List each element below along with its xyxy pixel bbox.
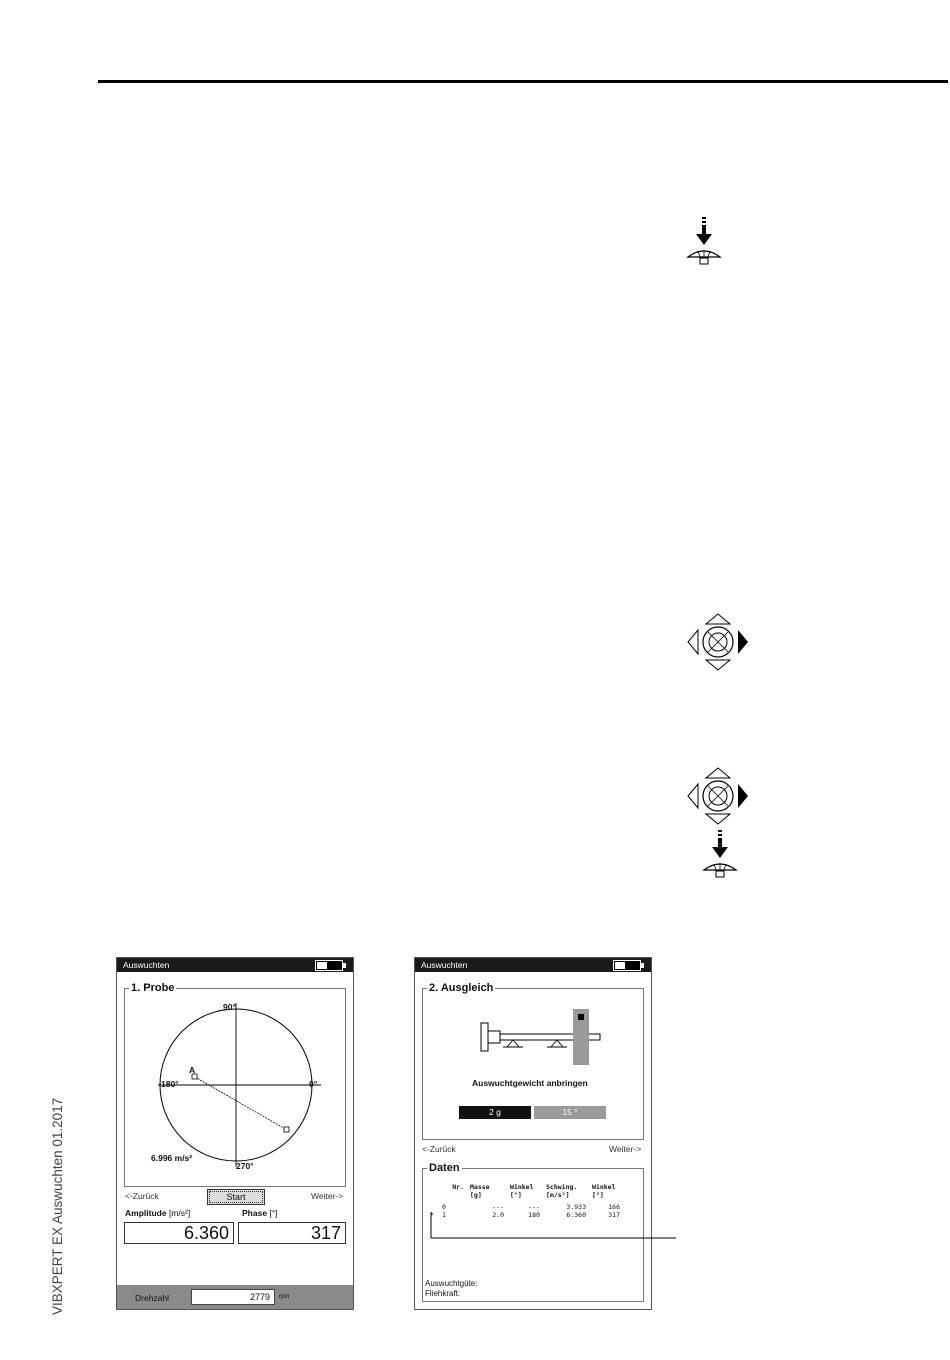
polar-label-270: 270° bbox=[236, 1161, 254, 1171]
start-button[interactable]: Start bbox=[207, 1189, 265, 1205]
table-header-row bbox=[427, 1183, 623, 1199]
enter-key-icon bbox=[700, 828, 740, 880]
rpm-field: 2779 bbox=[191, 1289, 275, 1305]
rotor-diagram-icon bbox=[423, 989, 643, 1139]
navigation-joystick-right-icon bbox=[684, 764, 752, 828]
force-label: Fliehkraft: bbox=[425, 1289, 461, 1298]
cell-nr: 1 bbox=[442, 1211, 446, 1219]
group-label: 1. Probe bbox=[131, 982, 175, 994]
window-title: Auswuchten bbox=[421, 960, 468, 970]
col-header: Winkel [°] bbox=[592, 1183, 616, 1199]
phase-label: Phase [°] bbox=[242, 1208, 278, 1218]
polar-label-180: 180° bbox=[161, 1079, 179, 1089]
window-title: Auswuchten bbox=[123, 960, 170, 970]
footer-doc-label: VIBXPERT EX Auswuchten 01.2017 bbox=[50, 1097, 65, 1315]
title-bar bbox=[415, 958, 651, 972]
row-marker: * bbox=[430, 1211, 434, 1219]
title-bar bbox=[117, 958, 353, 972]
callout-line bbox=[420, 1210, 680, 1244]
quality-label: Auswuchtgüte: bbox=[425, 1279, 478, 1288]
amplitude-label: Amplitude [m/s²] bbox=[125, 1208, 191, 1218]
polar-label-0: 0° bbox=[309, 1079, 318, 1089]
device-screen-ausgleich bbox=[414, 957, 652, 1310]
cell-winkel: 180 bbox=[528, 1211, 540, 1219]
amplitude-value: 6.360 bbox=[124, 1222, 234, 1244]
phase-value: 317 bbox=[238, 1222, 346, 1244]
mass-value: 2 g bbox=[459, 1106, 531, 1119]
col-header: Masse [g] bbox=[470, 1183, 490, 1199]
cell-schwing: 6.360 bbox=[566, 1211, 586, 1219]
col-header: Winkel [°] bbox=[510, 1183, 534, 1199]
cell-winkel2: 166 bbox=[608, 1203, 620, 1211]
scale-label: 6.996 m/s² bbox=[151, 1153, 193, 1163]
back-link[interactable]: <-Zurück bbox=[125, 1191, 159, 1201]
header-rule bbox=[98, 80, 948, 83]
instruction-text: Auswuchtgewicht anbringen bbox=[472, 1078, 588, 1088]
back-link[interactable]: <-Zurück bbox=[422, 1144, 456, 1154]
probe-group bbox=[124, 982, 346, 1187]
next-link[interactable]: Weiter-> bbox=[609, 1144, 642, 1154]
cell-schwing: 3.933 bbox=[566, 1203, 586, 1211]
point-label-a: A bbox=[189, 1065, 196, 1075]
rpm-unit: rpm bbox=[279, 1294, 290, 1300]
enter-key-icon bbox=[684, 215, 724, 267]
ausgleich-group bbox=[422, 982, 644, 1140]
cell-nr: 0 bbox=[442, 1203, 446, 1211]
polar-label-90: 90° bbox=[223, 1002, 236, 1012]
group-label: Daten bbox=[429, 1162, 460, 1174]
battery-icon bbox=[613, 960, 641, 971]
group-label: 2. Ausgleich bbox=[429, 982, 494, 994]
cell-winkel2: 317 bbox=[608, 1211, 620, 1219]
col-header: Nr. bbox=[452, 1183, 464, 1191]
status-footer bbox=[117, 1285, 353, 1309]
cell-masse: 2.0 bbox=[492, 1211, 504, 1219]
cell-masse: --- bbox=[492, 1203, 504, 1211]
col-header: Schwing. [m/s²] bbox=[546, 1183, 578, 1199]
rpm-label: Drehzahl bbox=[135, 1293, 170, 1303]
navigation-joystick-right-icon bbox=[684, 610, 752, 674]
device-screen-probe bbox=[116, 957, 354, 1310]
cell-winkel: --- bbox=[528, 1203, 540, 1211]
battery-icon bbox=[315, 960, 343, 971]
angle-value: 15 ° bbox=[534, 1106, 606, 1119]
next-link[interactable]: Weiter-> bbox=[311, 1191, 344, 1201]
